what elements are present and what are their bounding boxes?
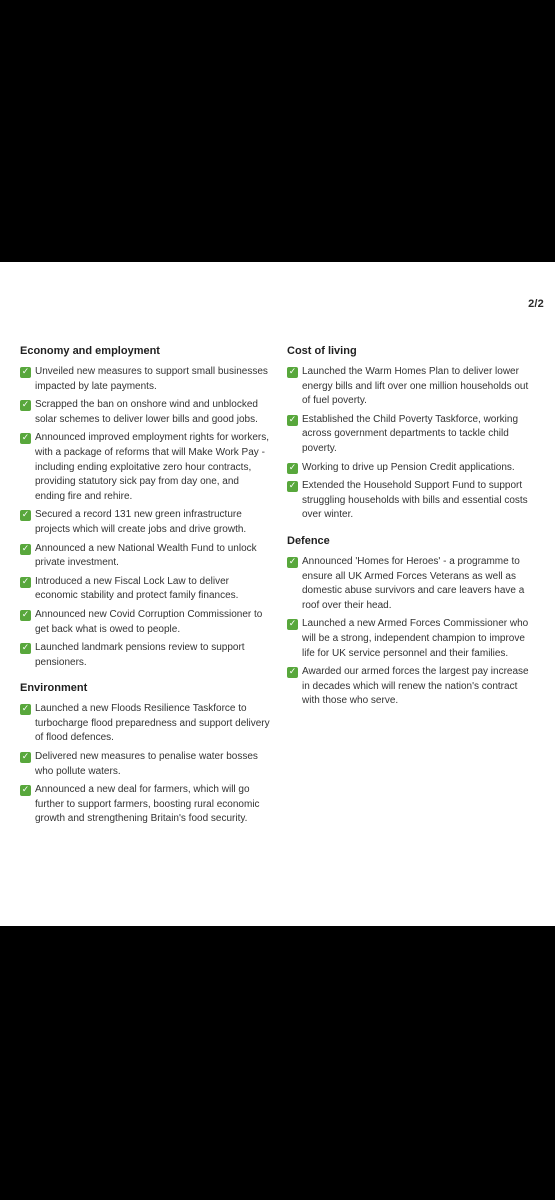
check-mark-icon: ✓ — [21, 400, 30, 411]
check-mark-icon: ✓ — [21, 510, 30, 521]
check-mark-icon: ✓ — [21, 704, 30, 715]
section-defence — [287, 534, 537, 709]
list-item-text: Working to drive up Pension Credit applications. — [302, 461, 515, 473]
list-item — [20, 542, 270, 571]
list-item-text: Secured a record 131 new green infrastructure projects which will create jobs and drive growth. — [35, 509, 247, 535]
check-mark-icon: ✓ — [21, 367, 30, 377]
page-number: 2/2 — [528, 298, 544, 310]
list-item — [20, 702, 270, 746]
list-item — [20, 750, 270, 779]
check-mark-icon: ✓ — [21, 643, 30, 654]
left-column — [20, 344, 270, 838]
check-mark-icon: ✓ — [21, 433, 30, 444]
list-item — [20, 783, 270, 827]
list-item-text: Scrapped the ban on onshore wind and unblocked solar schemes to deliver lower bills and good jobs. — [35, 399, 258, 425]
list-item-text: Established the Child Poverty Taskforce, working across government departments to tackle child poverty. — [302, 413, 519, 454]
check-mark-icon: ✓ — [21, 576, 30, 587]
list-item — [20, 365, 270, 394]
list-item — [20, 431, 270, 504]
check-mark-icon: ✓ — [288, 556, 297, 567]
list-item — [287, 555, 537, 613]
list-item-text: Launched a new Armed Forces Commissioner who will be a strong, independent champion to improve life for UK service personnel and their families. — [302, 618, 529, 659]
list-item-text: Delivered new measures to penalise water bosses who pollute waters. — [35, 751, 258, 777]
list-item-text: Launched landmark pensions review to support pensioners. — [35, 642, 245, 668]
list-item-text: Launched a new Floods Resilience Taskforce to turbocharge flood preparedness and support delivery of flood defences. — [35, 703, 270, 744]
list-item — [20, 398, 270, 427]
check-mark-icon: ✓ — [288, 462, 297, 473]
list-item-text: Announced 'Homes for Heroes' - a programme to ensure all UK Armed Forces Veterans as well as domestic abuse survivors and care leavers have a roof over their head. — [302, 555, 525, 611]
section-economy-and-employment — [20, 344, 270, 670]
list-item — [20, 575, 270, 604]
list-item-text: Extended the Household Support Fund to support struggling households with bills and essential costs over winter. — [302, 480, 528, 521]
section-environment — [20, 681, 270, 827]
check-mark-icon: ✓ — [21, 609, 30, 620]
list-item-text: Announced a new National Wealth Fund to unlock private investment. — [35, 542, 257, 569]
list-item — [287, 479, 537, 523]
check-mark-icon: ✓ — [288, 619, 297, 630]
list-item-text: Announced new Covid Corruption Commissioner to get back what is owed to people. — [35, 608, 263, 635]
list-item — [287, 413, 537, 457]
section-title: Economy and employment — [20, 345, 160, 357]
section-cost-of-living — [287, 344, 537, 523]
check-mark-icon: ✓ — [21, 543, 30, 554]
section-title: Cost of living — [287, 345, 357, 357]
list-item — [287, 665, 537, 709]
list-item-text: Introduced a new Fiscal Lock Law to deliver economic stability and protect family finances. — [35, 575, 239, 602]
list-item — [287, 461, 537, 476]
list-item — [20, 608, 270, 637]
right-column — [287, 344, 537, 720]
section-title: Environment — [20, 682, 88, 695]
list-item-text: Announced improved employment rights for workers, with a package of reforms that will Make Work Pay - including ending exploitative zero hour contracts, providing statutory sick pay from day one, and ending fire and rehire. — [35, 432, 269, 502]
check-mark-icon: ✓ — [288, 667, 297, 678]
list-item — [20, 508, 270, 537]
check-mark-icon: ✓ — [21, 752, 30, 763]
list-item — [287, 365, 537, 409]
check-mark-icon: ✓ — [288, 414, 297, 425]
list-item-text: Awarded our armed forces the largest pay increase in decades which will renew the nation's contract with those who serve. — [302, 666, 529, 707]
list-item-text: Announced a new deal for farmers, which will go further to support farmers, boosting rural economic growth and strengthening Britain's food security. — [35, 784, 260, 825]
section-title: Defence — [287, 534, 330, 547]
document-page — [0, 262, 555, 926]
list-item-text: Launched the Warm Homes Plan to deliver lower energy bills and lift over one million households out of fuel poverty. — [302, 366, 529, 407]
check-mark-icon: ✓ — [288, 367, 297, 377]
check-mark-icon: ✓ — [288, 481, 297, 492]
check-mark-icon: ✓ — [21, 785, 30, 796]
list-item — [287, 617, 537, 661]
list-item — [20, 641, 270, 670]
list-item-text: Unveiled new measures to support small businesses impacted by late payments. — [35, 366, 268, 392]
